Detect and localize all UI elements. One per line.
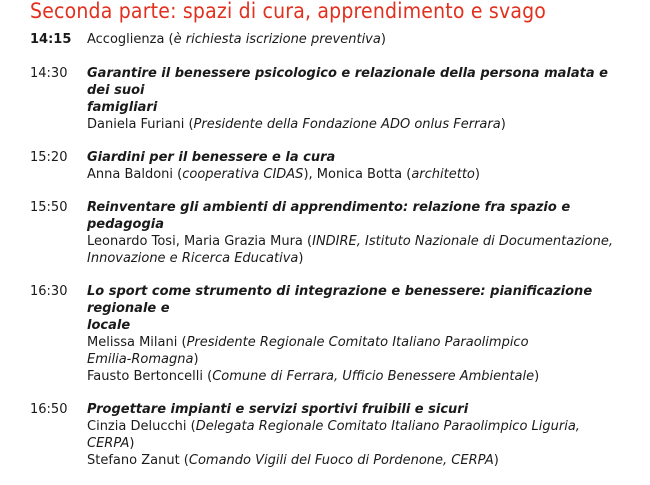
speaker-role: Delegata Regionale Comitato Italiano Paraolimpico Liguria,	[195, 419, 580, 434]
session-time: 14:15	[30, 32, 72, 47]
session-time: 15:20	[30, 150, 68, 165]
session-label: Accoglienza	[87, 32, 165, 47]
session-body	[87, 401, 630, 469]
section-heading: Seconda parte: spazi di cura, apprendimento e svago	[30, 0, 547, 23]
program-item	[30, 401, 630, 469]
speaker: Anna Baldoni (cooperativa CIDAS), Monica Botta (architetto)	[87, 167, 480, 182]
program-list	[30, 31, 630, 485]
speaker: Melissa Milani (Presidente Regionale Comitato Italiano Paraolimpico Emilia-Romagna)	[87, 335, 529, 367]
session-body	[87, 199, 630, 267]
session-time: 16:50	[30, 402, 68, 417]
session-title: Reinventare gli ambienti di apprendimento: relazione fra spazio e pedagogia	[87, 200, 571, 232]
speaker-role: Presidente della Fondazione ADO onlus Ferrara	[193, 117, 501, 132]
session-title: Progettare impianti e servizi sportivi fruibili e sicuri	[87, 402, 469, 417]
speaker-role: Comando Vigili del Fuoco di Pordenone, CERPA	[188, 453, 494, 468]
session-body	[87, 149, 630, 183]
session-body: Accoglienza (è richiesta iscrizione preventiva)	[87, 32, 386, 47]
program-item	[30, 31, 630, 48]
speaker-name: Cinzia Delucchi	[87, 419, 187, 434]
session-time: 15:50	[30, 200, 68, 215]
speaker: Daniela Furiani (Presidente della Fondazione ADO onlus Ferrara)	[87, 117, 506, 132]
program-item	[30, 283, 630, 385]
program-item	[30, 65, 630, 133]
speaker-role: Comune di Ferrara, Ufficio Benessere Ambientale	[212, 369, 535, 384]
speaker-name: Leonardo Tosi, Maria Grazia Mura	[87, 234, 303, 249]
speaker: Stefano Zanut (Comando Vigili del Fuoco di Pordenone, CERPA)	[87, 453, 499, 468]
session-title: Giardini per il benessere e la cura	[87, 150, 336, 165]
session-body	[87, 283, 630, 385]
speaker-name: Monica Botta	[316, 167, 403, 182]
speaker-role: Presidente Regionale Comitato Italiano Paraolimpico	[186, 335, 529, 350]
speaker-name: Daniela Furiani	[87, 117, 185, 132]
session-title: Lo sport come strumento di integrazione e benessere: pianificazione regionale e locale	[87, 284, 593, 333]
speaker-role: INDIRE, Istituto Nazionale di Documentazione,	[312, 234, 613, 249]
speaker-role: architetto	[411, 167, 475, 182]
speaker-name: Melissa Milani	[87, 335, 178, 350]
session-time: 14:30	[30, 66, 68, 81]
speaker-role: CERPA	[87, 436, 130, 451]
session-body	[87, 65, 630, 133]
speaker: Leonardo Tosi, Maria Grazia Mura (INDIRE, Istituto Nazionale di Documentazione, Innovazione e Ricerca Educativa)	[87, 234, 613, 266]
session-note: è richiesta iscrizione preventiva	[173, 32, 381, 47]
speaker-name: Fausto Bertoncelli	[87, 369, 203, 384]
speaker: Cinzia Delucchi (Delegata Regionale Comitato Italiano Paraolimpico Liguria, CERPA)	[87, 419, 580, 451]
session-title: Garantire il benessere psicologico e relazionale della persona malata e dei suoi famigliari	[87, 66, 608, 115]
session-time: 16:30	[30, 284, 68, 299]
program-item	[30, 149, 630, 183]
speaker-role: Emilia-Romagna	[87, 352, 194, 367]
speaker-role: Innovazione e Ricerca Educativa	[87, 251, 299, 266]
speaker-name: Anna Baldoni	[87, 167, 174, 182]
speaker: Fausto Bertoncelli (Comune di Ferrara, Ufficio Benessere Ambientale)	[87, 369, 540, 384]
program-item	[30, 199, 630, 267]
speaker-role: cooperativa CIDAS	[182, 167, 304, 182]
speaker-name: Stefano Zanut	[87, 453, 180, 468]
